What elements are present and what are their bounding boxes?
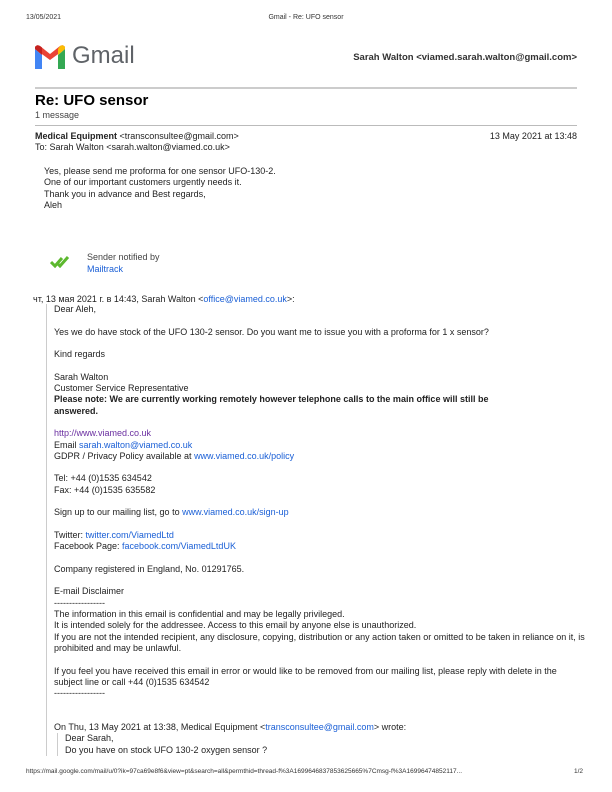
twitter-link[interactable]: twitter.com/ViamedLtd xyxy=(85,529,174,540)
email-link[interactable]: sarah.walton@viamed.co.uk xyxy=(79,439,193,450)
message-sender xyxy=(35,131,239,141)
facebook-link[interactable]: facebook.com/ViamedLtdUK xyxy=(122,541,236,552)
quote-header-text: чт, 13 мая 2021 г. в 14:43, Sarah Walton < xyxy=(33,294,204,304)
disclaimer-line: If you feel you have received this email in error or would like to be removed from our mailing list, please reply with delete in the subject line or call +44 (0)1535 634542 xyxy=(54,665,557,687)
quote-header xyxy=(33,294,295,304)
page-number: 1/2 xyxy=(574,768,584,775)
remote-note: Please note: We are currently working remotely however telephone calls to the main office will still be answered. xyxy=(54,394,489,416)
fax: Fax: +44 (0)1535 635582 xyxy=(54,484,156,495)
sender-email: <transconsultee@gmail.com> xyxy=(119,131,239,141)
body-line: One of our important customers urgently needs it. xyxy=(44,177,242,188)
separator: ----------------- xyxy=(54,597,105,608)
quote-header-text: >: xyxy=(286,294,295,304)
gmail-logo-text: Gmail xyxy=(72,42,135,69)
signup-label: Sign up to our mailing list, go to xyxy=(54,507,183,518)
sender-name: Medical Equipment xyxy=(35,131,118,141)
message-date: 13 May 2021 at 13:48 xyxy=(489,131,577,141)
company-registration: Company registered in England, No. 01291765. xyxy=(54,563,245,574)
signup-link[interactable]: www.viamed.co.uk/sign-up xyxy=(182,507,289,518)
body-line: Aleh xyxy=(44,199,63,210)
thread-subject: Re: UFO sensor xyxy=(35,92,149,109)
original-sender-link[interactable]: transconsultee@gmail.com xyxy=(265,721,374,732)
telephone: Tel: +44 (0)1535 634542 xyxy=(54,473,152,484)
body-line: Thank you in advance and Best regards, xyxy=(44,188,206,199)
body-line: Yes, please send me proforma for one sensor UFO-130-2. xyxy=(44,166,276,176)
message-body xyxy=(44,166,276,211)
original-line: Do you have on stock UFO 130-2 oxygen sensor ? xyxy=(65,744,268,755)
print-title: Gmail - Re: UFO sensor xyxy=(268,14,344,21)
policy-link[interactable]: www.viamed.co.uk/policy xyxy=(194,450,295,461)
email-label: Email xyxy=(54,439,80,450)
quoted-message xyxy=(46,304,594,756)
reply-line: Yes we do have stock of the UFO 130-2 sensor. Do you want me to issue you with a proforma for 1 x sensor? xyxy=(54,326,489,337)
mailtrack-link[interactable]: Mailtrack xyxy=(87,264,124,274)
gdpr-label: GDPR / Privacy Policy available at xyxy=(54,450,195,461)
message-to: To: Sarah Walton <sarah.walton@viamed.co.uk> xyxy=(35,142,230,152)
facebook-label: Facebook Page: xyxy=(54,541,123,552)
account-name: Sarah Walton <viamed.sarah.walton@gmail.com> xyxy=(353,52,577,63)
mailtrack-text: Sender notified by xyxy=(87,252,160,262)
divider xyxy=(35,125,577,126)
disclaimer-line: If you are not the intended recipient, any disclosure, copying, distribution or any action taken or omitted to be taken in reliance on it, is prohibited and may be unlawful. xyxy=(54,631,585,653)
divider xyxy=(35,87,577,89)
disclaimer-title: E-mail Disclaimer xyxy=(54,586,125,597)
original-greeting: Dear Sarah, xyxy=(65,733,114,744)
original-message xyxy=(57,733,594,756)
greeting: Dear Aleh, xyxy=(54,304,97,314)
website-link[interactable]: http://www.viamed.co.uk xyxy=(54,428,152,439)
office-email-link[interactable]: office@viamed.co.uk xyxy=(203,294,287,304)
double-check-icon xyxy=(50,256,72,270)
gmail-logo-icon xyxy=(35,45,65,71)
print-date: 13/05/2021 xyxy=(26,14,62,21)
message-count: 1 message xyxy=(35,110,80,120)
print-url: https://mail.google.com/mail/u/0?ik=97ca69e8f6&view=pt&search=all&permthid=thread-f%3A1699646837853625665%7Cmsg-f%3A16996474852117... xyxy=(26,768,463,775)
original-header: On Thu, 13 May 2021 at 13:38, Medical Equipment < xyxy=(54,721,266,732)
disclaimer-line: It is intended solely for the addressee. Access to this email by anyone else is unauthorized. xyxy=(54,620,417,631)
twitter-label: Twitter: xyxy=(54,529,86,540)
signature-title: Customer Service Representative xyxy=(54,383,189,394)
separator: ----------------- xyxy=(54,688,105,699)
original-header: > wrote: xyxy=(373,721,407,732)
regards: Kind regards xyxy=(54,349,106,360)
signature-name: Sarah Walton xyxy=(54,371,109,382)
disclaimer-line: The information in this email is confidential and may be legally privileged. xyxy=(54,609,345,620)
